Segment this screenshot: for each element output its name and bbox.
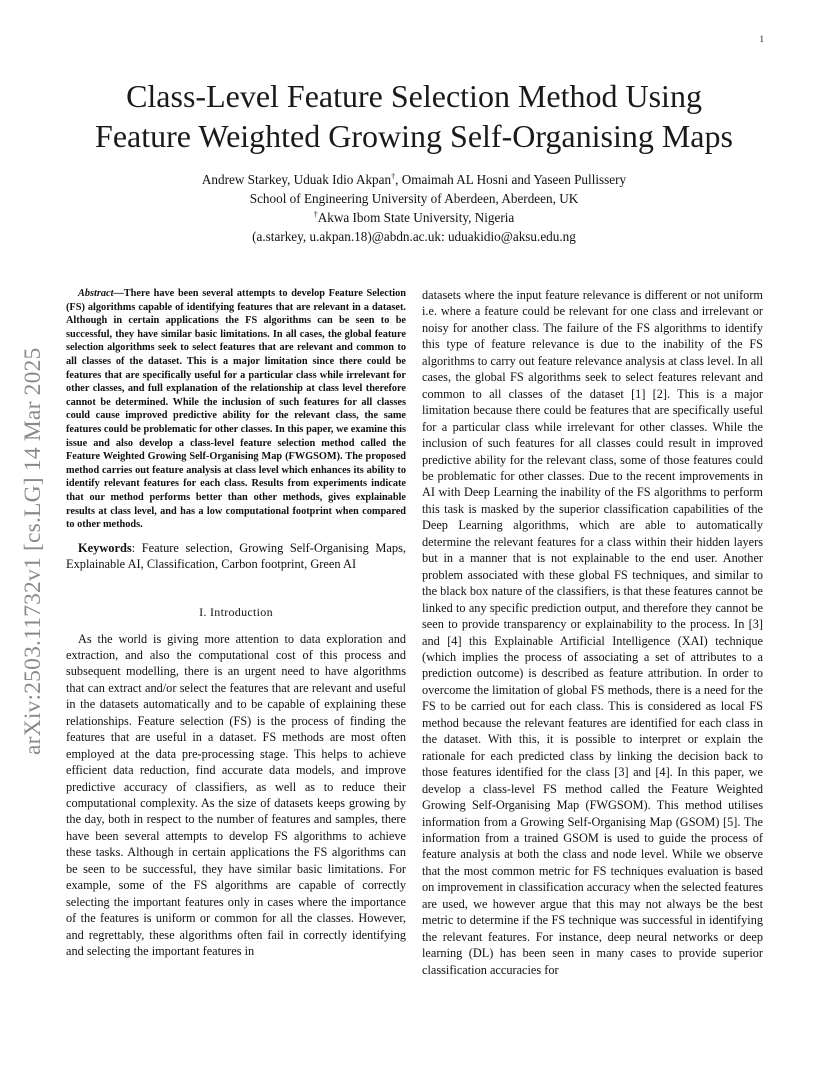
- right-column: [422, 287, 763, 978]
- affiliation-akwa-ibom: [0, 208, 828, 227]
- affiliation-akwa-ibom-text: Akwa Ibom State University, Nigeria: [317, 210, 515, 225]
- dagger-mark: †: [391, 172, 396, 181]
- intro-paragraph-1: As the world is giving more attention to data exploration and extraction, and also the computational cost of this process and subsequent modelling, there is an urgent need to have algorithms that can extract and/or select the features that are relevant and useful in the datasets automatically and to be capable of explaining these relationships. Feature selection (FS) is the process of finding the features that are useful in a dataset. FS methods are most often employed at the data pre-processing stage. This helps to achieve efficient data reduction, find accurate data models, and improve predictive accuracy of classifiers, as well as to reduce their computational complexity. As the size of datasets keeps growing by the day, both in respect to the number of features and samples, there have been several attempts to develop FS algorithms to achieve these tasks. Although in certain applications the FS algorithms can be seen to be successful, they have similar basic limitations. For example, some of the FS algorithms are capable of correctly selecting the important features only in cases where the importance of the features is uniform or common for all the classes. However, and regrettably, these algorithms often fail in correctly identifying and selecting the important features in: [66, 631, 406, 959]
- abstract-text: —There have been several attempts to develop Feature Selection (FS) algorithms capable of identifying features that are relevant in a dataset. Although in certain applications the FS algorithms can be seen to be successful, they have similar basic limitations. In all cases, the global feature selection algorithms seek to select features that are relevant and common to all classes of the dataset. This is a major limitation since there could be features that are specifically useful for a particular class while irrelevant for other classes, and full explanation of the relationship at class level therefore cannot be determined. While the inclusion of such features for all classes could cause improved predictive ability for the relevant class, the same features could be problematic for other classes. In this paper, we examine this issue and also develop a class-level feature selection method called the Feature Weighted Growing Self-Organising Map (FWGSOM). The proposed method carries out feature analysis at class level which enhances its ability to identify relevant features for each class. Results from experiments indicate that our method performs better than other methods, gives explainable results at class level, and has a low computational footprint when compared to other methods.: [66, 288, 406, 531]
- left-column: [66, 287, 406, 960]
- title-line-1: Class-Level Feature Selection Method Using: [126, 78, 702, 114]
- title-line-2: Feature Weighted Growing Self-Organising Maps: [95, 118, 733, 154]
- intro-paragraph-1-continued: datasets where the input feature relevance is different or not uniform i.e. where a feature could be relevant for one class and irrelevant or noisy for another class. The failure of the FS algorithms to identify this type of feature relevance is due to the inability of the FS algorithms to carry out feature relevance analysis at class level. In all cases, the global FS algorithms seek to select features relevant and common to all classes of the dataset [1] [2]. This is a major limitation because there could be features that are specifically useful for a particular class while irrelevant for other classes. While the inclusion of such features for all classes could result in improved predictive ability for the relevant class, some of those features could be problematic for other classes. Due to the recent improvements in AI with Deep Learning the inability of the FS algorithms to perform this task is masked by the superior classification capabilities of the Deep Learning algorithms, which are able to automatically determine the relevant features for a class within their hidden layers but in a manner that is not explainable to the end user. Another problem associated with these global FS techniques, and similar to the black box nature of the classifiers, is that these features cannot be linked to any specific prediction output, and therefore they cannot be seen to provide transparency or explainability to the process. In [3] and [4] this Explainable Artificial Intelligence (XAI) technique (which implies the process of associating a set of attributes to a prediction outcome) is described as feature attribution. In order to overcome the limitation of global FS methods, there is a need for the FS to be carried out for each class. This is considered as local FS method because the relevant features are identified for each class in the dataset. With this, it is possible to interpret or explain the rationale for each predicted class by linking the decision back to those features identified for the class [3] and [4]. In this paper, we develop a class-level FS method called the Feature Weighted Growing Self-Organising Map (FWGSOM). This method utilises information from a Growing Self-Organising Map (GSOM) [5]. The information from a trained GSOM is used to guide the process of feature analysis at both the class and node level. While we observe that the most common metric for FS techniques evaluation is based on improvement in classification accuracy when the selected features are used, we however argue that this may not always be the best metric to determine if the FS technique was successful in identifying the relevant features. For instance, deep neural networks or deep learning (DL) has been seen in many cases to provide superior classification accuracies for: [422, 288, 763, 977]
- abstract: [66, 287, 406, 532]
- paper-title: [0, 76, 828, 156]
- section-heading-introduction: I. Introduction: [199, 604, 273, 619]
- author-block: [0, 170, 828, 246]
- author-names-part2: , Omaimah AL Hosni and Yaseen Pullissery: [395, 172, 627, 187]
- keywords-text: : Feature selection, Growing Self-Organising Maps, Explainable AI, Classification, Carbon footprint, Green AI: [66, 540, 406, 572]
- author-names: [0, 170, 828, 189]
- keywords: [66, 540, 406, 573]
- abstract-label: Abstract: [78, 288, 114, 299]
- author-names-part1: Andrew Starkey, Uduak Idio Akpan: [201, 172, 392, 187]
- affiliation-aberdeen: School of Engineering University of Aberdeen, Aberdeen, UK: [249, 191, 579, 206]
- page-number: 1: [759, 34, 764, 44]
- abstract-paragraph: [66, 287, 406, 532]
- author-emails: (a.starkey, u.akpan.18)@abdn.ac.uk: uduakidio@aksu.edu.ng: [252, 229, 576, 244]
- dagger-mark: †: [313, 210, 318, 219]
- arxiv-identifier: arXiv:2503.11732v1 [cs.LG] 14 Mar 2025: [20, 347, 46, 755]
- keywords-label: Keywords: [78, 540, 132, 555]
